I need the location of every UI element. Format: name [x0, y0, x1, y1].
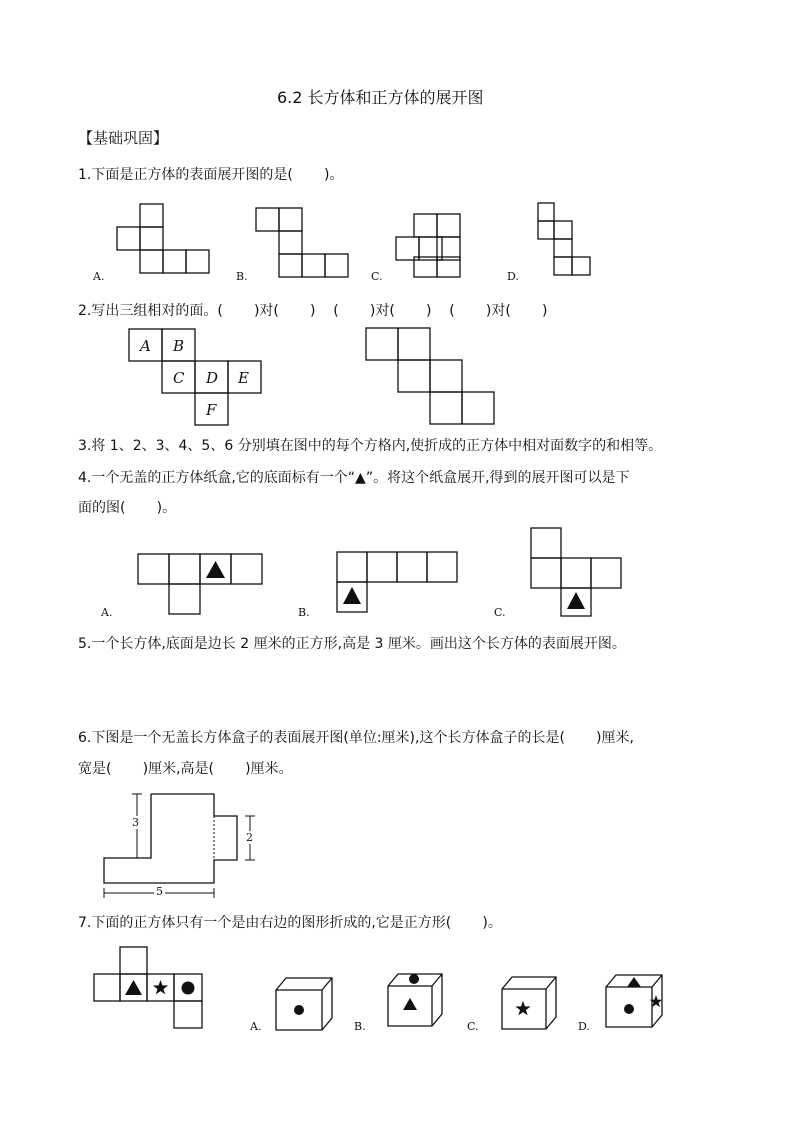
- triangle-icon: [403, 998, 417, 1010]
- q7-cube-a: [276, 978, 332, 1030]
- section-heading: 【基础巩固】: [78, 129, 169, 147]
- q7-cube-b: [388, 974, 442, 1026]
- q7-text: 7.下面的正方体只有一个是由右边的图形折成的,它是正方形( )。: [78, 915, 502, 931]
- q7-option-d: D.: [578, 1020, 590, 1033]
- circle-icon: [294, 1005, 304, 1015]
- circle-icon: [409, 974, 419, 984]
- q5-text: 5.一个长方体,底面是边长 2 厘米的正方形,高是 3 厘米。画出这个长方体的表面展开图。: [78, 636, 626, 652]
- q7-cube-d: [606, 975, 662, 1027]
- q2-cell-e: E: [238, 369, 249, 387]
- q1-option-a: A.: [93, 270, 105, 283]
- star-icon: [515, 1001, 530, 1015]
- q6-line2: 宽是( )厘米,高是( )厘米。: [78, 761, 293, 777]
- q2-cell-b: B: [173, 337, 185, 355]
- q2-cell-c: C: [173, 369, 185, 387]
- q4-line2: 面的图( )。: [78, 500, 177, 516]
- q2-cell-d: D: [206, 369, 219, 387]
- q7-cube-c: [502, 977, 556, 1029]
- q3-text: 3.将 1、2、3、4、5、6 分别填在图中的每个方格内,使折成的正方体中相对面数字的和相等。: [78, 438, 663, 454]
- q1-option-b: B.: [236, 270, 248, 283]
- q4-line1: 4.一个无盖的正方体纸盒,它的底面标有一个“▲”。将这个纸盒展开,得到的展开图可以是下: [78, 470, 630, 486]
- q2-cell-a: A: [140, 337, 151, 355]
- q4-option-a: A.: [101, 606, 113, 619]
- q6-line1: 6.下图是一个无盖长方体盒子的表面展开图(单位:厘米),这个长方体盒子的长是( )厘米,: [78, 730, 634, 746]
- q2-cell-f: F: [206, 401, 217, 419]
- page-title: 6.2 长方体和正方体的展开图: [277, 88, 484, 107]
- q4-option-c: C.: [494, 606, 506, 619]
- q4-option-b: B.: [298, 606, 310, 619]
- q2-text: 2.写出三组相对的面。( )对( ) ( )对( ) ( )对( ): [78, 303, 548, 319]
- q1-option-d: D.: [507, 270, 519, 283]
- q7-option-c: C.: [467, 1020, 479, 1033]
- q6-dim-length: 5: [156, 885, 163, 898]
- q1-text: 1.下面是正方体的表面展开图的是( )。: [78, 167, 344, 183]
- circle-icon: [624, 1004, 634, 1014]
- triangle-icon: [627, 977, 641, 987]
- q6-dim-width: 2: [246, 831, 253, 844]
- q7-option-a: A.: [250, 1020, 262, 1033]
- q6-dim-height: 3: [132, 816, 139, 829]
- q7-option-b: B.: [354, 1020, 366, 1033]
- q1-option-c: C.: [371, 270, 383, 283]
